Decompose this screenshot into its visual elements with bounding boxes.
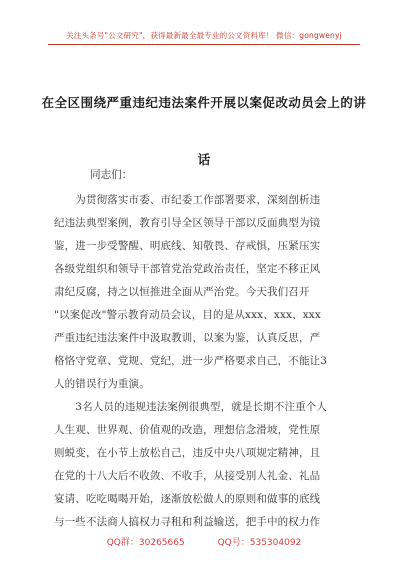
document-title-line-1: 在全区围绕严重违纪违法案件开展以案促改动员会上的讲 (41, 95, 367, 110)
body-line: 各级党组织和领导干部管党治党政治责任，坚定不移正风 (54, 263, 321, 275)
body-line: "以案促改"警示教育动员会议，目的是从xxx、xxx、xxx (54, 309, 321, 321)
document-title-line-2: 话 (197, 152, 211, 167)
footer-qq-group: QQ群：30265665 (106, 538, 185, 548)
body-line: 肃纪反腐，持之以恒推进全面从严治党。今天我们召开 (54, 286, 310, 298)
body-line: 人的错误行为重演。 (54, 378, 150, 390)
body-line: 3名人员的违规违法案例很典型，就是长期不注重个人 (54, 401, 328, 413)
body-line: 鉴，进一步受警醒、明底线、知敬畏、存戒惧，压紧压实 (54, 240, 321, 252)
body-line: 宴请、吃吃喝喝开始，逐渐放松做人的原则和做事的底线 (54, 493, 321, 505)
body-line: 格恪守党章、党规、党纪，进一步严格要求自己，不能让3 (54, 355, 328, 367)
body-line: 为贯彻落实市委、市纪委工作部署要求，深刻剖析违 (54, 194, 321, 206)
body-line: 则蜕变，在小节上放松自己，违反中央八项规定精神，且 (54, 447, 321, 459)
header-divider (48, 44, 360, 45)
body-line: 与一些不法商人搞权力寻租和利益输送，把手中的权力作 (54, 516, 321, 528)
footer-qq-number: QQ号：535304092 (217, 538, 302, 548)
body-line: 人生观、世界观、价值观的改造，理想信念滑坡，党性原 (54, 424, 321, 436)
body-line: 在党的十八大后不收敛、不收手，从接受别人礼金、礼品 (54, 470, 321, 482)
body-line: 纪违法典型案例，教育引导全区领导干部以反面典型为镜 (54, 217, 321, 229)
body-line: 严重违纪违法案件中汲取教训，以案为鉴，认真反思，严 (54, 332, 321, 344)
footer-contact (0, 535, 408, 548)
header-promo-text: 关注头条号"公文研究"，获得最新最全最专业的公文资料库！ 微信：gongwenyj (66, 31, 342, 40)
salutation: 同志们： (90, 169, 133, 181)
